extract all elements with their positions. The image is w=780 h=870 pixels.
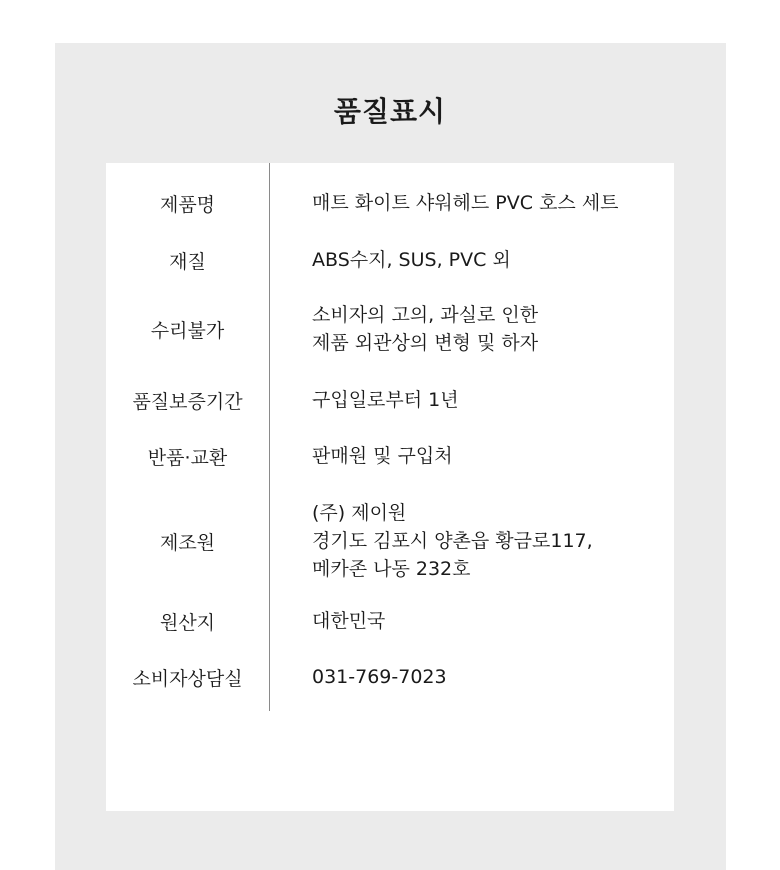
row-value [269, 246, 511, 274]
row-value-line: 구입일로부터 1년 [312, 389, 459, 411]
quality-info-table [106, 163, 674, 811]
row-value-line: (주) 제이원 [312, 502, 407, 524]
table-row-repair [106, 299, 674, 359]
row-value [269, 189, 619, 217]
row-value [269, 301, 538, 357]
table-row-warranty [106, 384, 674, 416]
row-value [269, 386, 459, 414]
row-label: 품질보증기간 [132, 390, 243, 413]
row-label: 원산지 [159, 611, 216, 634]
row-label: 제품명 [159, 193, 216, 216]
row-value-line: 031-769-7023 [312, 666, 447, 688]
row-value-line: 제품 외관상의 변형 및 하자 [312, 332, 539, 354]
row-value [269, 663, 447, 691]
row-label: 반품·교환 [147, 446, 228, 469]
row-value-line: 판매원 및 구입처 [312, 445, 453, 467]
table-row-product-name [106, 187, 674, 219]
row-value-line: 대한민국 [312, 610, 386, 632]
row-label: 재질 [169, 250, 206, 273]
row-value-line: 소비자의 고의, 과실로 인한 [312, 304, 539, 326]
row-label: 수리불가 [150, 319, 225, 342]
page-title: 품질표시 [333, 95, 447, 128]
row-value-line: 경기도 김포시 양촌읍 황금로117, [312, 530, 593, 552]
table-row-return [106, 440, 674, 472]
row-value-line: ABS수지, SUS, PVC 외 [312, 249, 511, 271]
row-value-line: 매트 화이트 샤워헤드 PVC 호스 세트 [312, 192, 619, 214]
row-value-line: 메카존 나동 232호 [312, 558, 471, 580]
row-value [269, 499, 593, 583]
table-row-customer-center [106, 661, 674, 693]
table-row-origin [106, 605, 674, 637]
row-label: 소비자상담실 [132, 667, 243, 690]
table-row-manufacturer [106, 497, 674, 585]
row-label: 제조원 [159, 531, 216, 554]
table-row-material [106, 244, 674, 276]
row-value [269, 607, 385, 635]
row-value [269, 442, 453, 470]
